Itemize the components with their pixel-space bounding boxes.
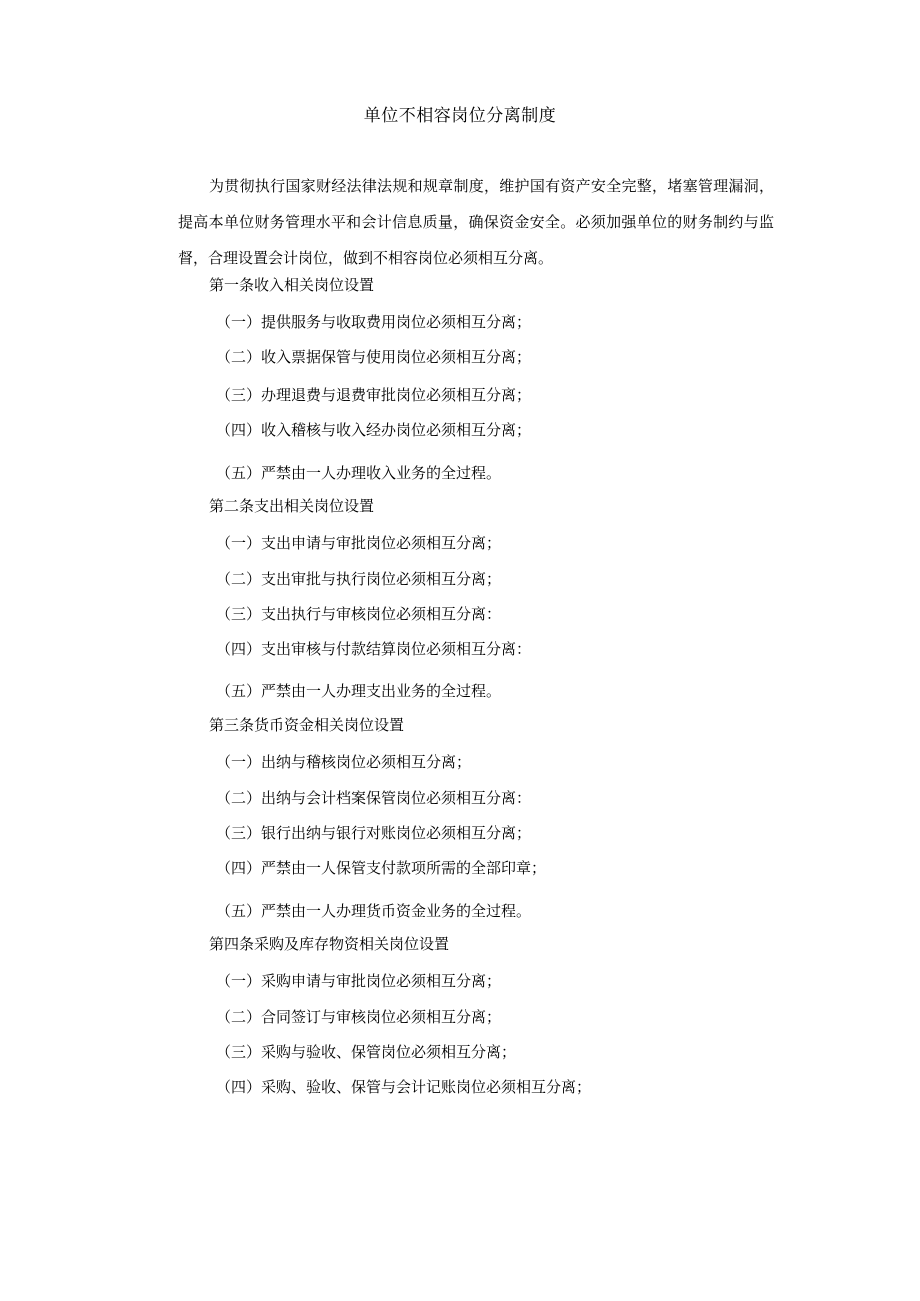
section-heading-monetary-funds: 第三条货币资金相关岗位设置 [209,716,405,734]
section-heading-expenditure: 第二条支出相关岗位设置 [209,497,375,515]
list-item: （一）支出申请与审批岗位必须相互分离； [216,534,502,552]
list-item: （二）合同签订与审核岗位必须相互分离； [216,1008,502,1026]
list-item: （三）办理退费与退费审批岗位必须相互分离； [216,386,532,404]
section-heading-procurement: 第四条采购及库存物资相关岗位设置 [209,935,450,953]
list-item: （二）收入票据保管与使用岗位必须相互分离； [216,348,532,366]
list-item: （五）严禁由一人办理收入业务的全过程。 [216,464,502,482]
document-title: 单位不相容岗位分离制度 [363,106,557,126]
list-item: （四）采购、验收、保管与会计记账岗位必须相互分离； [216,1078,592,1096]
list-item: （一）出纳与稽核岗位必须相互分离； [216,753,472,771]
list-item: （二）出纳与会计档案保管岗位必须相互分离： [216,789,532,807]
intro-paragraph: 为贯彻执行国家财经法律法规和规章制度，维护国有资产安全完整，堵塞管理漏洞，提高本单位财务管理水平和会计信息质量，确保资金安全。必须加强单位的财务制约与监督，合理设置会计岗位，做到不相容岗位必须相互分离。 [178,177,774,267]
list-item: （二）支出审批与执行岗位必须相互分离； [216,570,502,588]
list-item: （五）严禁由一人办理货币资金业务的全过程。 [216,902,532,920]
list-item: （四）严禁由一人保管支付款项所需的全部印章； [216,859,547,877]
list-item: （三）采购与验收、保管岗位必须相互分离； [216,1043,517,1061]
list-item: （三）支出执行与审核岗位必须相互分离： [216,605,502,623]
list-item: （一）提供服务与收取费用岗位必须相互分离； [216,313,532,331]
section-heading-income: 第一条收入相关岗位设置 [209,276,375,294]
list-item: （三）银行出纳与银行对账岗位必须相互分离； [216,824,532,842]
list-item: （四）收入稽核与收入经办岗位必须相互分离； [216,421,532,439]
list-item: （一）采购申请与审批岗位必须相互分离； [216,972,502,990]
list-item: （五）严禁由一人办理支出业务的全过程。 [216,682,502,700]
list-item: （四）支出审核与付款结算岗位必须相互分离： [216,640,532,658]
